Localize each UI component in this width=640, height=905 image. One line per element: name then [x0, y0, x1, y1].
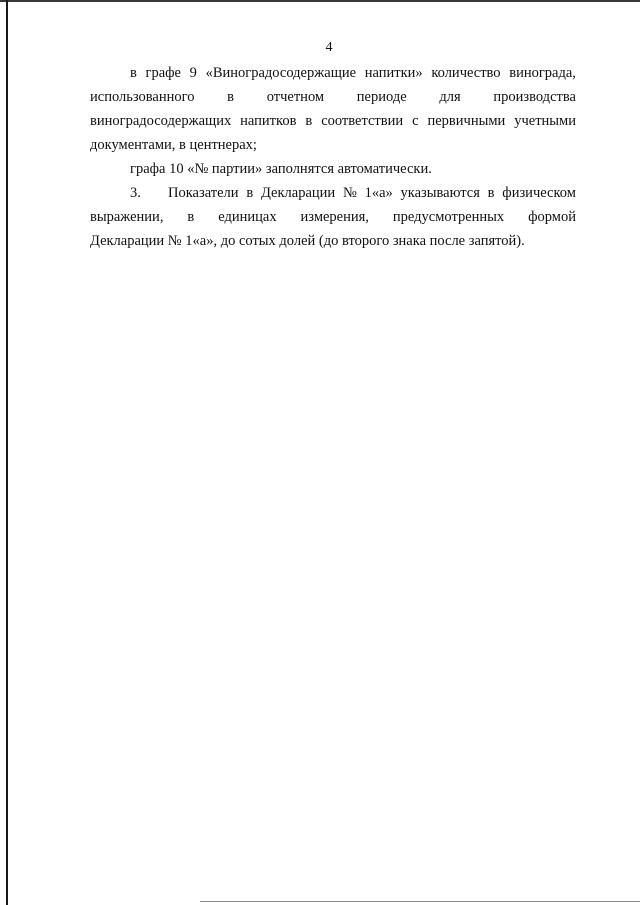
word: напитки»	[364, 65, 423, 81]
word: в	[130, 65, 137, 81]
paragraph-line-3	[90, 110, 576, 132]
word: «Виноградосодержащие	[205, 65, 357, 81]
paragraph-line-5: графа 10 «№ партии» заполнятся автоматически.	[130, 161, 432, 177]
word: напитков	[240, 113, 297, 129]
word: соответствии	[321, 113, 404, 129]
word: в	[246, 185, 254, 201]
word: измерения,	[300, 209, 369, 225]
word: предусмотренных	[392, 209, 505, 225]
word: единицах	[218, 209, 277, 225]
word: выражении,	[90, 209, 164, 225]
paragraph-line-6	[90, 182, 576, 204]
word: отчетном	[266, 89, 325, 105]
item-number: 3.	[130, 185, 141, 201]
word: Декларации	[260, 185, 336, 201]
word: 1«а»	[364, 185, 393, 201]
scan-edge-left	[6, 0, 8, 905]
word: количество	[431, 65, 501, 81]
word: первичными	[427, 113, 506, 129]
word: производства	[493, 89, 576, 105]
scan-edge-top	[0, 0, 640, 2]
word: в	[305, 113, 313, 129]
paragraph-line-1	[90, 62, 576, 84]
word: учетными	[514, 113, 576, 129]
word: №	[342, 185, 357, 201]
scan-edge-bottom	[200, 901, 640, 902]
page-number: 4	[325, 40, 333, 55]
paragraph-line-6-words	[168, 182, 576, 204]
word: 9	[189, 65, 197, 81]
paragraph-line-8: Декларации № 1«а», до сотых долей (до второго знака после запятой).	[90, 233, 525, 249]
paragraph-line-2	[90, 86, 576, 108]
word: для	[439, 89, 461, 105]
word: с	[412, 113, 419, 129]
word: графе	[145, 65, 181, 81]
word: Показатели	[168, 185, 239, 201]
word: в	[227, 89, 235, 105]
paragraph-line-4: документами, в центнерах;	[90, 137, 257, 153]
word: в	[487, 185, 495, 201]
word: физическом	[502, 185, 576, 201]
word: указываются	[400, 185, 480, 201]
word: в	[187, 209, 195, 225]
word: периоде	[356, 89, 407, 105]
word: виноградосодержащих	[90, 113, 232, 129]
word: формой	[528, 209, 576, 225]
paragraph-line-7	[90, 206, 576, 228]
word: винограда,	[509, 65, 576, 81]
word: использованного	[90, 89, 195, 105]
